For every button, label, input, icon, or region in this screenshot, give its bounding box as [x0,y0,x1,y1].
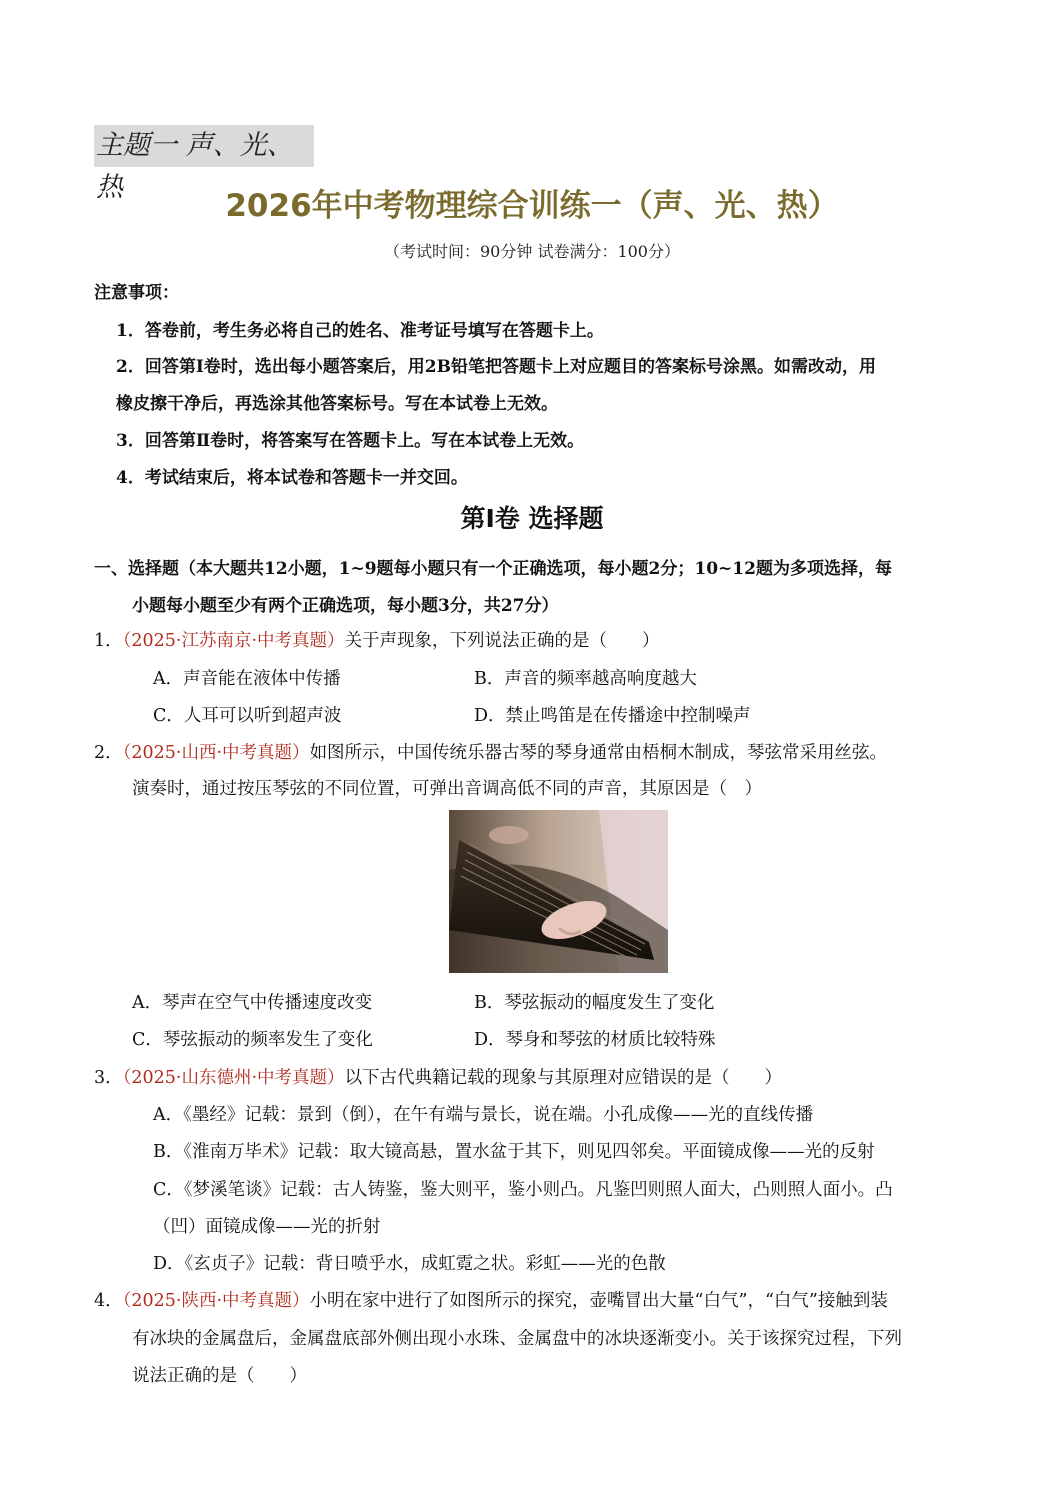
question-stem-cont: 说法正确的是（ ） [132,1366,307,1386]
topic-label: 主题一 声、光、热 [94,125,314,167]
option-a: A．琴声在空气中传播速度改变 [132,993,373,1013]
option-a: A．《墨经》记载：景到（倒），在午有端与景长，说在端。小孔成像——光的直线传播 [153,1105,814,1125]
question-stem: 关于声现象，下列说法正确的是（ ） [344,631,660,651]
question-stem-cont: 有冰块的金属盘后，金属盘底部外侧出现小水珠、金属盘中的冰块逐渐变小。关于该探究过程，下列 [132,1329,902,1349]
option-b: B．《淮南万毕术》记载：取大镜高悬，置水盆于其下，则见四邻矣。平面镜成像——光的反射 [153,1142,875,1162]
question-number: 4． [94,1291,123,1311]
exam-info: （考试时间：90分钟 试卷满分：100分） [384,242,680,261]
note-item: 橡皮擦干净后，再选涂其他答案标号。写在本试卷上无效。 [116,394,558,414]
note-item: 4．考试结束后，将本试卷和答题卡一并交回。 [116,468,468,488]
question-stem-cont: 演奏时，通过按压琴弦的不同位置，可弹出音调高低不同的声音，其原因是（ ） [132,779,762,799]
option-d: D．禁止鸣笛是在传播途中控制噪声 [474,706,751,726]
option-d: D．琴身和琴弦的材质比较特殊 [474,1030,716,1050]
section-title: 第Ⅰ卷 选择题 [460,504,604,533]
option-a: A．声音能在液体中传播 [153,669,341,689]
question-source: （2025·山东德州·中考真题） [122,1068,345,1088]
note-item: 2．回答第Ⅰ卷时，选出每小题答案后，用2B铅笔把答题卡上对应题目的答案标号涂黑。如需改动，用 [116,357,876,377]
question-4 [94,1287,888,1312]
question-stem: 如图所示，中国传统乐器古琴的琴身通常由梧桐木制成，琴弦常采用丝弦。 [309,743,888,763]
note-item: 1．答卷前，考生务必将自己的姓名、准考证号填写在答题卡上。 [116,321,604,341]
question-stem: 以下古代典籍记载的现象与其原理对应错误的是（ ） [344,1068,783,1088]
question-3 [94,1064,782,1089]
guqin-photo-image [449,810,668,973]
question-number: 2． [94,743,123,763]
option-c: C．《梦溪笔谈》记载：古人铸鉴，鉴大则平，鉴小则凸。凡鉴凹则照人面大，凸则照人面小。凸 [153,1180,893,1200]
question-source: （2025·山西·中考真题） [122,743,310,763]
question-number: 1． [94,631,123,651]
question-source: （2025·江苏南京·中考真题） [122,631,345,651]
page-title: 2026年中考物理综合训练一（声、光、热） [225,188,839,224]
part-heading: 一、选择题（本大题共12小题，1~9题每小题只有一个正确选项，每小题2分；10~12题为多项选择，每 [94,559,892,579]
option-c-cont: （凹）面镜成像——光的折射 [153,1217,381,1237]
option-b: B．声音的频率越高响度越大 [474,669,697,689]
part-heading-cont: 小题每小题至少有两个正确选项，每小题3分，共27分） [132,596,559,616]
notes-heading: 注意事项： [94,283,179,303]
question-stem: 小明在家中进行了如图所示的探究，壶嘴冒出大量“白气”，“白气”接触到装 [309,1291,888,1311]
option-d: D．《玄贞子》记载：背日喷乎水，成虹霓之状。彩虹——光的色散 [153,1254,666,1274]
question-2 [94,739,887,764]
question-number: 3． [94,1068,123,1088]
question-source: （2025·陕西·中考真题） [122,1291,310,1311]
guqin-photo [449,810,668,973]
option-b: B．琴弦振动的幅度发生了变化 [474,993,715,1013]
option-c: C．琴弦振动的频率发生了变化 [132,1030,373,1050]
question-1 [94,627,660,652]
option-c: C．人耳可以听到超声波 [153,706,342,726]
note-item: 3．回答第Ⅱ卷时，将答案写在答题卡上。写在本试卷上无效。 [116,431,585,451]
